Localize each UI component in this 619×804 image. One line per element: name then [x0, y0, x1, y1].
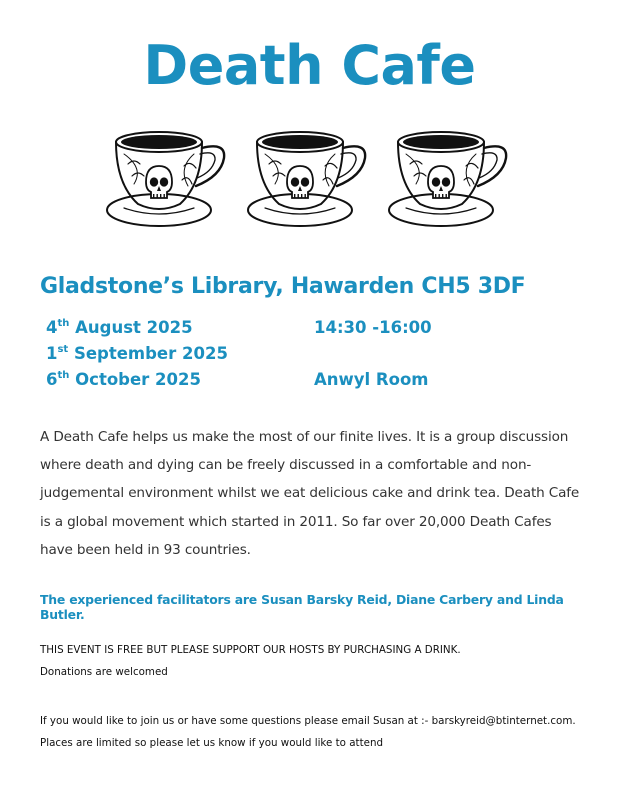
skull-teacup-icon [245, 124, 370, 236]
event-date [46, 343, 228, 369]
facilitators-note: The experienced facilitators are Susan Barsky Reid, Diane Carbery and Linda Butler. [40, 592, 564, 622]
skull-teacup-icon [386, 124, 511, 236]
event-time: 14:30 -16:00 [314, 318, 432, 337]
free-event-note: THIS EVENT IS FREE BUT PLEASE SUPPORT OUR HOSTS BY PURCHASING A DRINK. [40, 644, 461, 656]
date-day: 6 [46, 370, 58, 389]
date-rest: September 2025 [68, 344, 228, 363]
contact-note: If you would like to join us or have some questions please email Susan at :- barskyreid@btinternet.com. [40, 715, 576, 727]
event-date [46, 317, 228, 343]
date-suffix: st [57, 344, 69, 355]
page-title: Death Cafe [143, 34, 476, 97]
event-date [46, 369, 228, 395]
skull-teacup-icon [104, 124, 229, 236]
date-suffix: th [57, 370, 70, 381]
venue-address: Gladstone’s Library, Hawarden CH5 3DF [40, 274, 526, 299]
date-rest: August 2025 [69, 318, 193, 337]
date-day: 4 [46, 318, 58, 337]
date-day: 1 [46, 344, 58, 363]
date-suffix: th [57, 318, 70, 329]
event-room: Anwyl Room [314, 370, 429, 389]
donations-note: Donations are welcomed [40, 666, 168, 678]
teacup-illustrations [0, 124, 619, 236]
date-rest: October 2025 [69, 370, 201, 389]
places-note: Places are limited so please let us know if you would like to attend [40, 737, 384, 749]
event-dates [46, 317, 228, 395]
description-paragraph: A Death Cafe helps us make the most of our finite lives. It is a group discussion where death and dying can be freely discussed in a comfortable and non-judgemental environment whilst we eat delicious cake and drink tea. Death Cafe is a global movement which started in 2011. So far over 20,000 Death Cafes have been held in 93 countries. [40, 429, 580, 558]
